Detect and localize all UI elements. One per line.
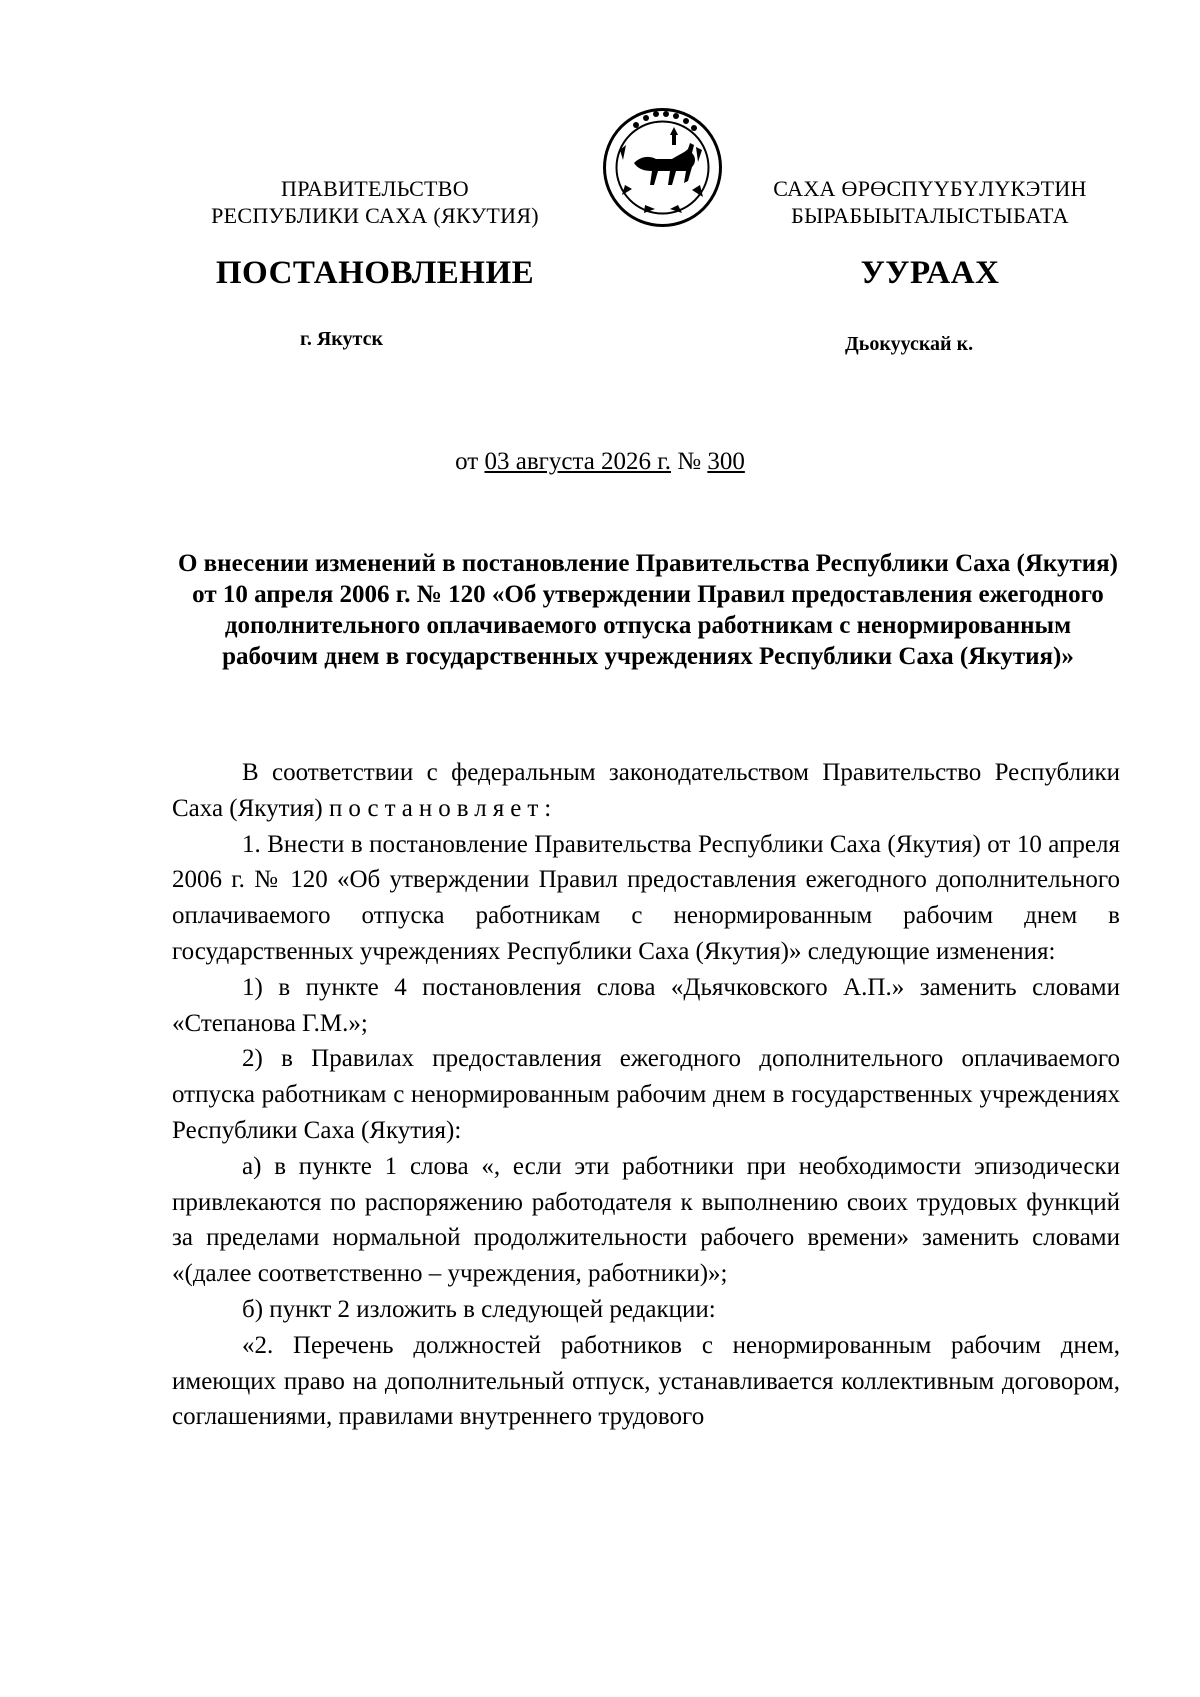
doc-type-ru: ПОСТАНОВЛЕНИЕ xyxy=(215,255,535,291)
paragraph-1-2: 2) в Правилах предоставления ежегодного дополнительного оплачиваемого отпуска работникам с ненормированным рабочим днем в государственных учреждениях Республики Саха (Якутия): xyxy=(172,1045,1120,1144)
paragraph-1-2-a: а) в пункте 1 слова «, если эти работники при необходимости эпизодически привлекаются по распоряжению работодателя к выполнению своих трудовых функций за пределами нормальной продолжительности рабочего времени» заменить словами «(далее соответственно – учреждения, работники)»; xyxy=(172,1152,1120,1288)
preamble-text: В соответствии с федеральным законодательством Правительство Республики Саха (Якутия) xyxy=(172,759,1120,822)
city-sakha: Дьокуускай к. xyxy=(845,333,974,355)
issuer-sakha-line1: САХА ӨРӨСПҮҮБҮЛҮКЭТИН xyxy=(773,176,1087,201)
document-title: О внесении изменений в постановление Правительства Республики Саха (Якутия) от 10 апреля 2006 г. № 120 «Об утверждении Правил предоставления ежегодного дополнительного оплачиваемого отпуска работникам с ненормированным рабочим днем в государственных учреждениях Республики Саха (Якутия)» xyxy=(177,550,1119,670)
document-number: 300 xyxy=(707,448,745,475)
preamble-paragraph xyxy=(172,755,1120,827)
issuer-ru xyxy=(185,175,565,229)
document-date-line xyxy=(0,448,1200,476)
doc-type-sakha: УУРААХ xyxy=(860,255,1000,291)
coat-of-arms-sakha-icon xyxy=(600,105,725,230)
preamble-decree-word: постановляет: xyxy=(328,794,558,822)
issuer-sakha xyxy=(735,175,1125,229)
paragraph-1: 1. Внести в постановление Правительства Республики Саха (Якутия) от 10 апреля 2006 г. № 120 «Об утверждении Правил предоставления ежегодного дополнительного оплачиваемого отпуска работникам с ненормированным рабочим днем в государственных учреждениях Республики Саха (Якутия)» следующие изменения: xyxy=(172,830,1120,965)
city-ru: г. Якутск xyxy=(300,328,383,350)
paragraph-1-2-b: б) пункт 2 изложить в следующей редакции: xyxy=(242,1295,716,1323)
issuer-ru-line2: РЕСПУБЛИКИ САХА (ЯКУТИЯ) xyxy=(211,203,539,228)
paragraph-1-1: 1) в пункте 4 постановления слова «Дьячковского А.П.» заменить словами «Степанова Г.М.»; xyxy=(172,973,1120,1037)
issuer-ru-line1: ПРАВИТЕЛЬСТВО xyxy=(281,176,469,201)
number-sign: № xyxy=(677,448,702,475)
issuer-sakha-line2: БЫРАБЫЫТАЛЫСТЫБАТА xyxy=(791,203,1069,228)
document-body xyxy=(172,755,1120,1435)
document-date: 03 августа 2026 г. xyxy=(484,448,671,475)
date-prefix: от xyxy=(455,448,479,475)
paragraph-quoted-2: «2. Перечень должностей работников с ненормированным рабочим днем, имеющих право на дополнительный отпуск, устанавливается коллективным договором, соглашениями, правилами внутреннего трудового xyxy=(172,1331,1120,1431)
